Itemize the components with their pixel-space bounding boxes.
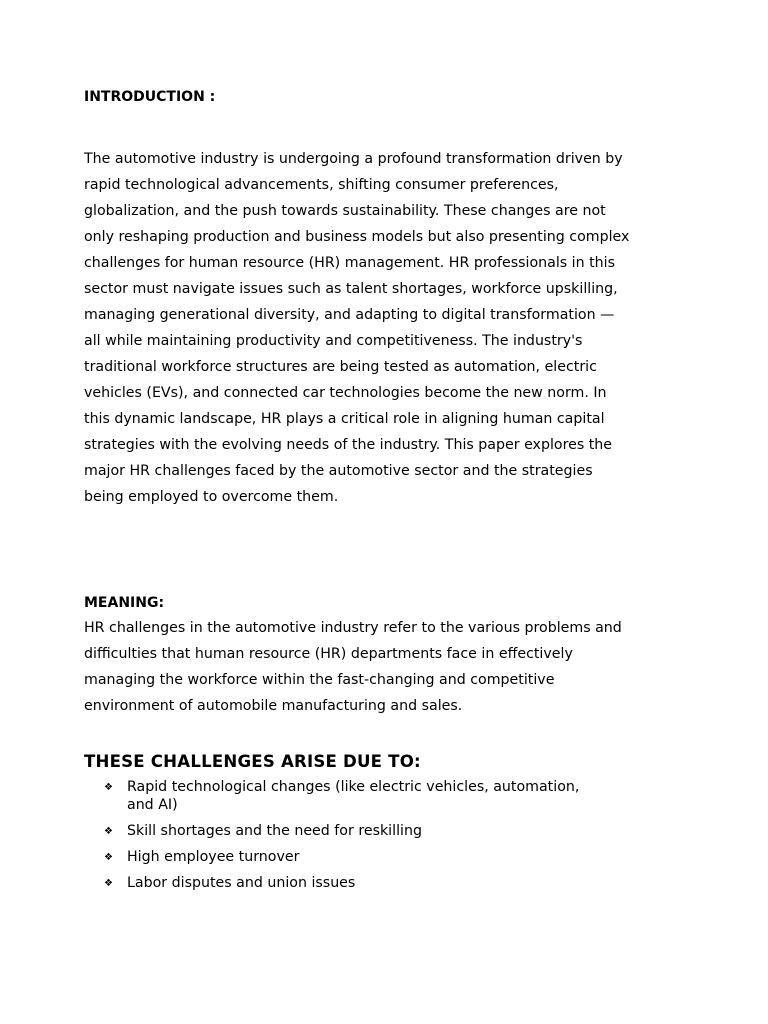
list-item-text: High employee turnover <box>127 849 300 865</box>
challenges-list <box>104 778 604 900</box>
list-item <box>104 848 604 866</box>
diamond-bullet-icon: ❖ <box>104 782 113 793</box>
list-item-text: Labor disputes and union issues <box>127 875 356 891</box>
meaning-paragraph: HR challenges in the automotive industry refer to the various problems and difficulties that human resource (HR) departments face in effectively managing the workforce within the fast-changing and competitive environment of automobile manufacturing and sales. <box>84 620 622 714</box>
meaning-heading: MEANING: <box>84 595 165 611</box>
diamond-bullet-icon: ❖ <box>104 852 113 863</box>
introduction-paragraph: The automotive industry is undergoing a profound transformation driven by rapid technological advancements, shifting consumer preferences, globalization, and the push towards sustainability. These changes are not only reshaping production and business models but also presenting complex challenges for human resource (HR) management. HR professionals in this sector must navigate issues such as talent shortages, workforce upskilling, managing generational diversity, and adapting to digital transformation — all while maintaining productivity and competitiveness. The industry's traditional workforce structures are being tested as automation, electric vehicles (EVs), and connected car technologies become the new norm. In this dynamic landscape, HR plays a critical role in aligning human capital strategies with the evolving needs of the industry. This paper explores the major HR challenges faced by the automotive sector and the strategies being employed to overcome them. <box>84 151 630 505</box>
introduction-heading: INTRODUCTION : <box>84 89 216 105</box>
list-item-text: Skill shortages and the need for reskilling <box>127 823 422 839</box>
challenges-heading: THESE CHALLENGES ARISE DUE TO: <box>84 752 421 771</box>
list-item-text: Rapid technological changes (like electric vehicles, automation, and AI) <box>127 779 580 813</box>
diamond-bullet-icon: ❖ <box>104 826 113 837</box>
list-item <box>104 778 604 814</box>
diamond-bullet-icon: ❖ <box>104 878 113 889</box>
list-item <box>104 822 604 840</box>
list-item <box>104 874 604 892</box>
